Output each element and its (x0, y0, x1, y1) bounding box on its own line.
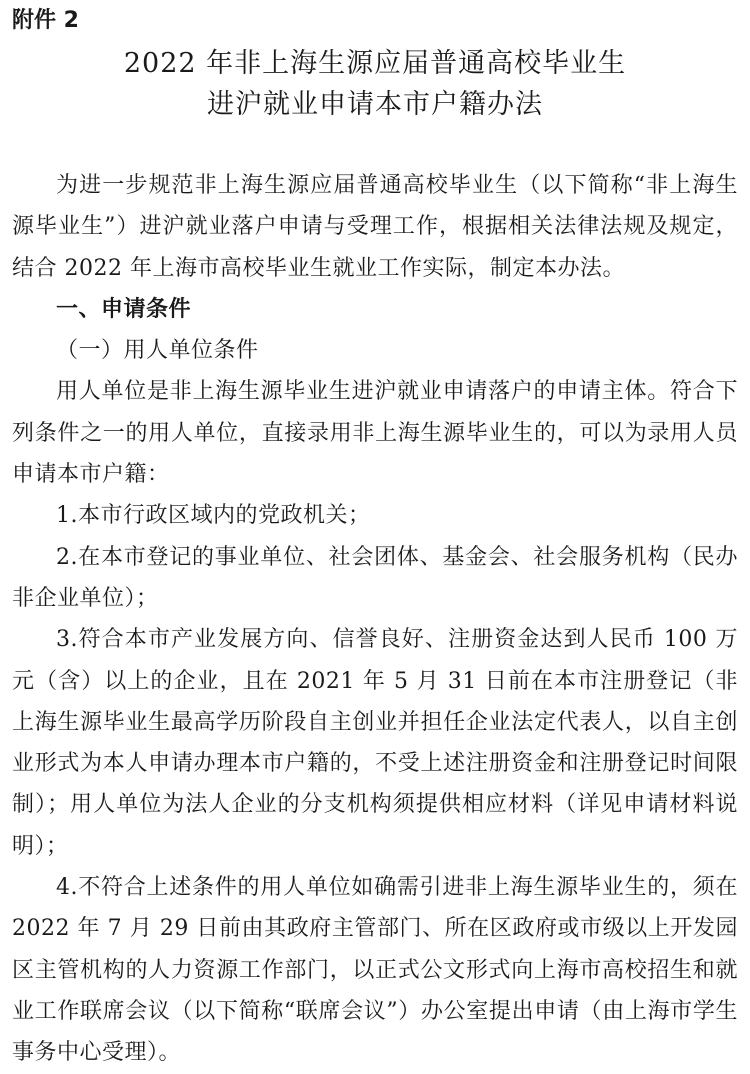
condition-item-1: 1.本市行政区域内的党政机关； (56, 503, 371, 529)
condition-item-2: 2.在本市登记的事业单位、社会团体、基金会、社会服务机构（民办非企业单位）； (12, 544, 738, 611)
employer-subject-paragraph: 用人单位是非上海生源毕业生进沪就业申请落户的申请主体。符合下列条件之一的用人单位，直接录用非上海生源毕业生的，可以为录用人员申请本市户籍： (12, 379, 738, 488)
intro-paragraph: 为进一步规范非上海生源应届普通高校毕业生（以下简称“非上海生源毕业生”）进沪就业落户申请与受理工作，根据相关法律法规及规定，结合 2022 年上海市高校毕业生就业工作实际，制定本办法。 (12, 173, 738, 281)
subsection-heading-employer: （一）用人单位条件 (56, 338, 259, 364)
condition-item-3: 3.符合本市产业发展方向、信誉良好、注册资金达到人民币 100 万元（含）以上的企业，且在 2021 年 5 月 31 日前在本市注册登记（非上海生源毕业生最高学历阶段自主创业并担任企业法定代表人，以自主创业形式为本人申请办理本市户籍的，不受上述注册资金和注册登记时间限制）；用人单位为法人企业的分支机构须提供相应材料（详见申请材料说明）； (12, 627, 738, 859)
document-title-line-2: 进沪就业申请本市户籍办法 (207, 89, 543, 120)
document-title-line-1: 2022 年非上海生源应届普通高校毕业生 (123, 48, 627, 79)
attachment-label: 附件 2 (12, 8, 79, 33)
condition-item-4: 4.不符合上述条件的用人单位如确需引进非上海生源毕业生的，须在 2022 年 7 月 29 日前由其政府主管部门、所在区政府或市级以上开发园区主管机构的人力资源工作部门，以正式公文形式向上海市高校招生和就业工作联席会议（以下简称“联席会议”）办公室提出申请（由上海市学生事务中心受理）。 (12, 875, 738, 1066)
section-heading-conditions: 一、申请条件 (56, 296, 192, 322)
document-body (12, 165, 738, 1074)
